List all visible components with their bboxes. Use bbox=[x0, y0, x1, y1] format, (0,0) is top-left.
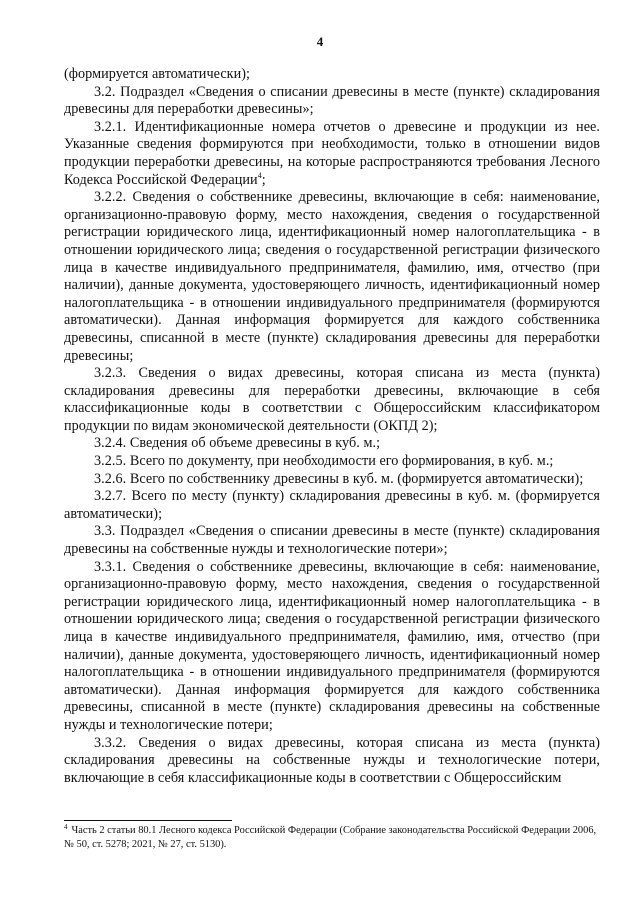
footnote-mark: 4 bbox=[64, 823, 68, 831]
paragraph: 3.2. Подраздел «Сведения о списании древесины в месте (пункте) складирования древесины для переработки древесины»; bbox=[64, 83, 600, 118]
footnote-reference[interactable]: 4 bbox=[257, 170, 262, 180]
footnote bbox=[64, 824, 604, 852]
paragraph: 3.2.2. Сведения о собственнике древесины, включающие в себя: наименование, организационно-правовую форму, место нахождения, сведения о государственной регистрации юридического лица, идентификационный номер налогоплательщика - в отношении юридического лица; сведения о государственной регистрации физического лица в качестве индивидуального предпринимателя, фамилию, имя, отчество (при наличии), данные документа, удостоверяющего личность, идентификационный номер налогоплательщика - в отношении индивидуального предпринимателя (формируются автоматически). Данная информация формируется для каждого собственника древесины, списанной в месте (пункте) складирования древесины для переработки древесины; bbox=[64, 189, 600, 364]
footnote-divider bbox=[64, 820, 232, 821]
paragraph-text: 3.2.1. Идентификационные номера отчетов о древесине и продукции из нее. Указанные сведения формируются при необходимости, только в отношении видов продукции переработки древесины, на которые распространяются требования Лесного Кодекса Российской Федерации bbox=[64, 118, 600, 188]
paragraph: 3.2.5. Всего по документу, при необходимости его формирования, в куб. м.; bbox=[94, 453, 554, 470]
paragraph: 3.3.2. Сведения о видах древесины, которая списана из места (пункта) складирования древесины на собственные нужды и технологические потери, включающие в себя классификационные коды в соответствии с Общероссийским bbox=[64, 734, 600, 786]
paragraph: 3.2.7. Всего по месту (пункту) складирования древесины в куб. м. (формируется автоматически); bbox=[64, 488, 600, 522]
paragraph: 3.2.4. Сведения об объеме древесины в куб. м.; bbox=[94, 435, 381, 452]
footnote-text: Часть 2 статьи 80.1 Лесного кодекса Российской Федерации (Собрание законодательства Российской Федерации 2006, № 50, ст. 5278; 2021, № 27, ст. 5130). bbox=[64, 825, 597, 850]
paragraph: (формируется автоматически); bbox=[64, 66, 251, 82]
paragraph: 3.3.1. Сведения о собственнике древесины, включающие в себя: наименование, организационно-правовую форму, место нахождения, сведения о государственной регистрации юридического лица, идентификационный номер налогоплательщика - в отношении юридического лица; сведения о государственной регистрации физического лица в качестве индивидуального предпринимателя, фамилию, имя, отчество (при наличии), данные документа, удостоверяющего личность, идентификационный номер налогоплательщика - в отношении индивидуального предпринимателя (формируются автоматически). Данная информация формируется для каждого собственника древесины, списанной в месте (пункте) складирования древесины на собственные нужды и технологические потери; bbox=[64, 558, 600, 733]
paragraph bbox=[64, 119, 600, 189]
document-body bbox=[64, 66, 600, 787]
paragraph: 3.2.3. Сведения о видах древесины, которая списана из места (пункта) складирования древесины для переработки древесины, включающие в себя классификационные коды в соответствии с Общероссийским классификатором продукции по видам экономической деятельности (ОКПД 2); bbox=[64, 365, 600, 434]
paragraph: 3.2.6. Всего по собственнику древесины в куб. м. (формируется автоматически); bbox=[94, 470, 584, 487]
paragraph: 3.3. Подраздел «Сведения о списании древесины в месте (пункте) складирования древесины на собственные нужды и технологические потери»; bbox=[64, 523, 600, 558]
paragraph-text-tail: ; bbox=[261, 171, 266, 188]
page-number: 4 bbox=[316, 34, 324, 49]
